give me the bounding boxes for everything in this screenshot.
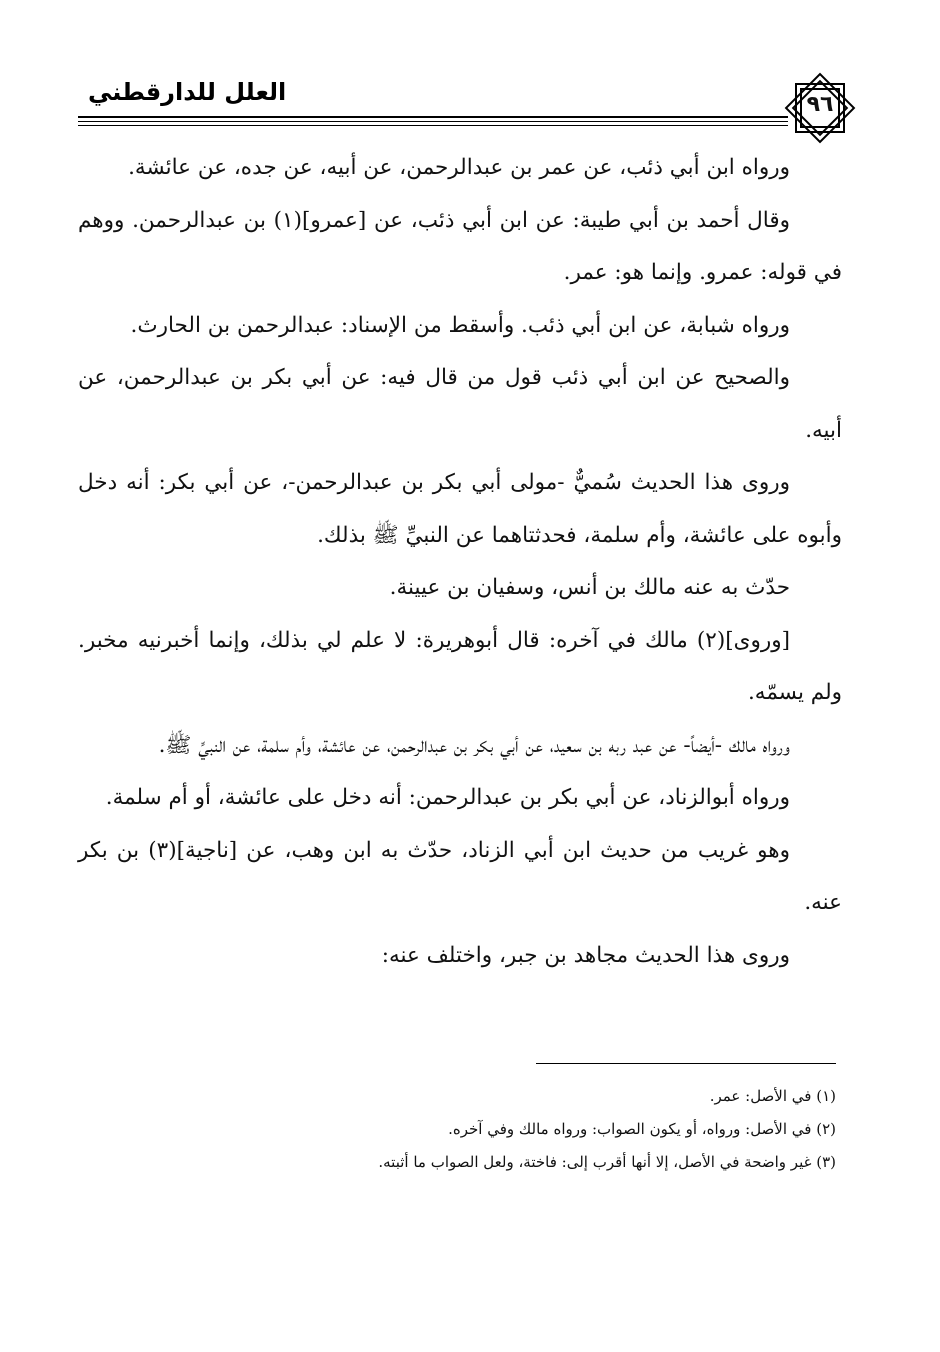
main-text xyxy=(78,142,842,982)
footnote-separator xyxy=(536,1063,836,1064)
paragraph: وروى هذا الحديث مجاهد بن جبر، واختلف عنه: xyxy=(381,942,790,968)
paragraph: وهو غريب من حديث ابن أبي الزناد، حدّث به ابن وهب، عن [ناجية](٣) بن بكر عنه. xyxy=(78,837,842,915)
footnote: (٣) غير واضحة في الأصل، إلا أنها أقرب إلى: فاختة، ولعل الصواب ما أثبته. xyxy=(378,1153,836,1171)
footnotes xyxy=(300,1080,836,1179)
paragraph: وقال أحمد بن أبي طيبة: عن ابن أبي ذئب، عن [عمرو](١) بن عبدالرحمن. ووهم في قوله: عمرو. وإنما هو: عمر. xyxy=(78,207,842,285)
page-number: ٩٦ xyxy=(806,92,834,117)
paragraph: [وروى](٢) مالك في آخره: قال أبوهريرة: لا علم لي بذلك، وإنما أخبرنيه مخبر. ولم يسمّه. xyxy=(78,627,842,705)
header-rule xyxy=(78,116,788,118)
paragraph: والصحيح عن ابن أبي ذئب قول من قال فيه: عن أبي بكر بن عبدالرحمن، عن أبيه. xyxy=(78,365,842,443)
footnote: (١) في الأصل: عمر. xyxy=(709,1087,836,1105)
paragraph: ورواه شبابة، عن ابن أبي ذئب. وأسقط من الإسناد: عبدالرحمن بن الحارث. xyxy=(130,312,790,338)
book-title: العلل للدارقطني xyxy=(88,78,287,106)
paragraph: حدّث به عنه مالك بن أنس، وسفيان بن عيينة. xyxy=(389,575,790,600)
paragraph: ورواه أبوالزناد، عن أبي بكر بن عبدالرحمن: أنه دخل على عائشة، أو أم سلمة. xyxy=(105,785,790,810)
header-rule xyxy=(78,125,788,126)
footnote: (٢) في الأصل: ورواه، أو يكون الصواب: ورواه مالك وفي آخره. xyxy=(448,1120,836,1138)
paragraph: ورواه ابن أبي ذئب، عن عمر بن عبدالرحمن، عن أبيه، عن جده، عن عائشة. xyxy=(128,155,790,180)
page-number-badge xyxy=(782,70,858,146)
paragraph: وروى هذا الحديث سُميٌّ -مولى أبي بكر بن عبدالرحمن-، عن أبي بكر: أنه دخل وأبوه على عائشة، وأم سلمة، فحدثتاهما عن النبيِّ ﷺ بذلك. xyxy=(78,470,842,548)
header-rule xyxy=(78,121,788,122)
page-header xyxy=(78,70,858,130)
paragraph: ورواه مالك -أيضاً- عن عبد ربه بن سعيد، عن أبي بكر بن عبدالرحمن، عن عائشة، وأم سلمة، عن النبيِّ ﷺ. xyxy=(158,732,790,758)
